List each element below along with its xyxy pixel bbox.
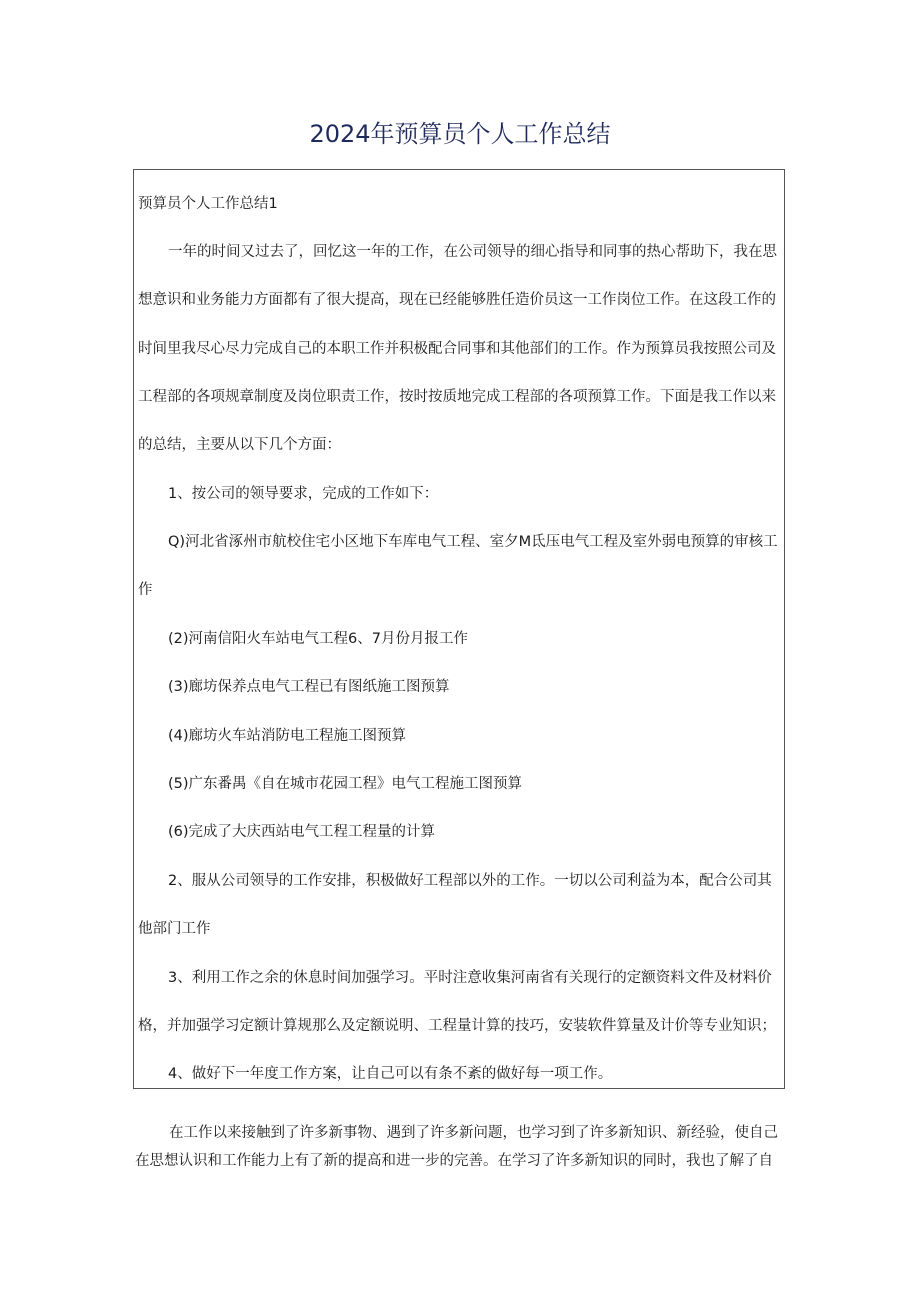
item-1-sub-1-line-1: Q)河北省涿州市航校住宅小区地下车库电气工程、室夕M氐压电气工程及室外弱电预算的审核工 [168, 534, 778, 550]
page-title: 2024年预算员个人工作总结 [309, 120, 611, 148]
item-3-line-1: 3、利用工作之余的休息时间加强学习。平时注意收集河南省有关现行的定额资料文件及材料价 [168, 970, 772, 986]
intro-line-2: 想意识和业务能力方面都有了很大提高，现在已经能够胜任造价员这一工作岗位工作。在这段工作的 [138, 292, 776, 308]
item-1-sub-5: (5)广东番禺《自在城市花园工程》电气工程施工图预算 [168, 776, 523, 792]
closing-line-1: 在工作以来接触到了许多新事物、遇到了许多新问题，也学习到了许多新知识、新经验，使自己 [169, 1125, 778, 1141]
item-3-line-2: 格，并加强学习定额计算规那么及定额说明、工程量计算的技巧，安装软件算量及计价等专业知识； [138, 1018, 776, 1034]
item-1-sub-2: (2)河南信阳火车站电气工程6、7月份月报工作 [168, 631, 468, 647]
item-2-line-2: 他部门工作 [138, 921, 211, 937]
closing-line-2: 在思想认识和工作能力上有了新的提高和进一步的完善。在学习了许多新知识的同时，我也了解了自 [135, 1153, 773, 1169]
intro-line-4: 工程部的各项规章制度及岗位职责工作，按时按质地完成工程部的各项预算工作。下面是我工作以来 [138, 389, 776, 405]
intro-line-3: 时间里我尽心尽力完成自己的本职工作并积极配合同事和其他部们的工作。作为预算员我按照公司及 [138, 341, 776, 357]
section-heading: 预算员个人工作总结1 [138, 196, 278, 212]
item-2-line-1: 2、服从公司领导的工作安排，积极做好工程部以外的工作。一切以公司利益为本，配合公司其 [168, 873, 772, 889]
item-1-heading: 1、按公司的领导要求，完成的工作如下： [168, 486, 439, 502]
item-1-sub-3: (3)廊坊保养点电气工程已有图纸施工图预算 [168, 679, 450, 695]
intro-line-1: 一年的时间又过去了，回忆这一年的工作，在公司领导的细心指导和同事的热心帮助下，我在思 [168, 244, 777, 260]
item-1-sub-1-line-2: 作 [138, 582, 153, 598]
intro-line-5: 的总结，主要从以下几个方面： [138, 437, 341, 453]
summary-box [133, 169, 785, 1089]
item-4: 4、做好下一年度工作方案，让自己可以有条不紊的做好每一项工作。 [168, 1066, 613, 1082]
item-1-sub-4: (4)廊坊火车站消防电工程施工图预算 [168, 728, 407, 744]
item-1-sub-6: (6)完成了大庆西站电气工程工程量的计算 [168, 824, 436, 840]
